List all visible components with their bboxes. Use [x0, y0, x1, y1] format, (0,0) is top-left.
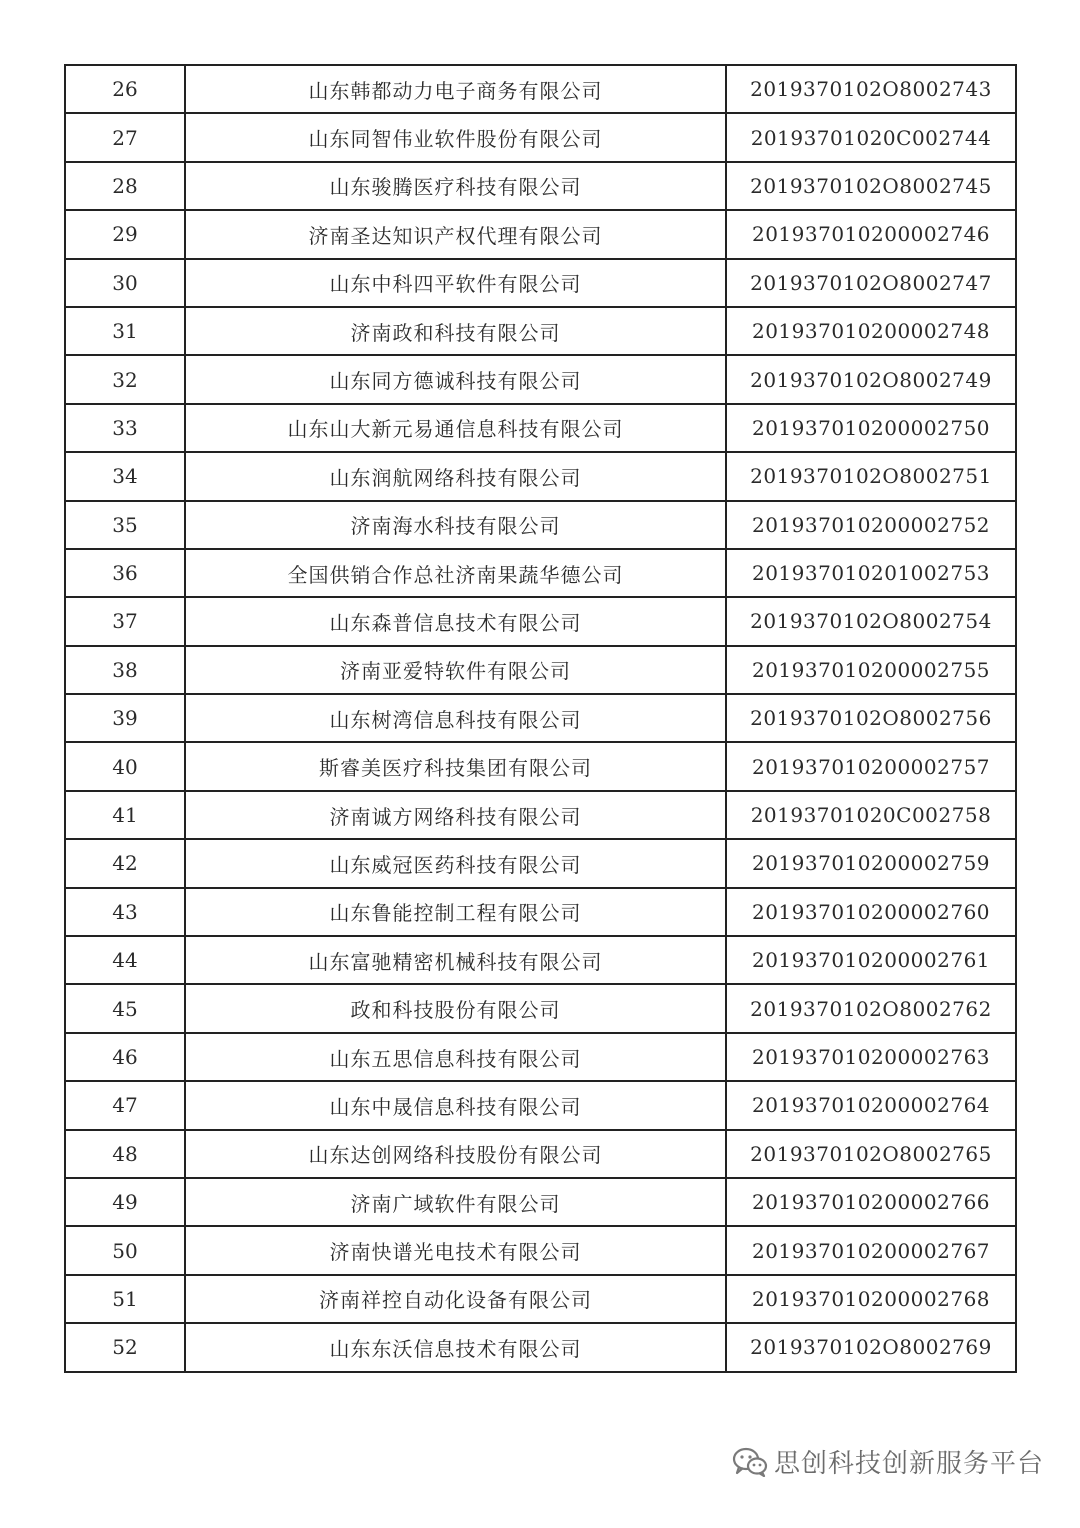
table-row [65, 452, 1016, 500]
registration-code: 201937010200002746 [726, 210, 1016, 258]
company-name: 山东达创网络科技股份有限公司 [185, 1130, 726, 1178]
row-index: 49 [65, 1178, 185, 1226]
company-list-table [64, 64, 1017, 1373]
company-name: 山东中科四平软件有限公司 [185, 259, 726, 307]
registration-code: 201937010200002766 [726, 1178, 1016, 1226]
row-index: 28 [65, 162, 185, 210]
registration-code: 201937010200002748 [726, 307, 1016, 355]
row-index: 39 [65, 694, 185, 742]
company-name: 政和科技股份有限公司 [185, 984, 726, 1032]
registration-code: 2019370102O8002765 [726, 1130, 1016, 1178]
wechat-icon [732, 1447, 768, 1477]
row-index: 26 [65, 65, 185, 113]
table-row [65, 1130, 1016, 1178]
row-index: 50 [65, 1226, 185, 1274]
row-index: 30 [65, 259, 185, 307]
row-index: 41 [65, 791, 185, 839]
company-name: 山东森普信息技术有限公司 [185, 597, 726, 645]
registration-code: 2019370102O8002747 [726, 259, 1016, 307]
table-row [65, 597, 1016, 645]
row-index: 29 [65, 210, 185, 258]
company-name: 济南海水科技有限公司 [185, 501, 726, 549]
registration-code: 201937010200002757 [726, 742, 1016, 790]
registration-code: 2019370102O8002743 [726, 65, 1016, 113]
registration-code: 20193701020C002758 [726, 791, 1016, 839]
row-index: 27 [65, 113, 185, 161]
table-row [65, 404, 1016, 452]
table-row [65, 1226, 1016, 1274]
company-name: 山东中晟信息科技有限公司 [185, 1081, 726, 1129]
company-name: 济南祥控自动化设备有限公司 [185, 1275, 726, 1323]
row-index: 40 [65, 742, 185, 790]
row-index: 36 [65, 549, 185, 597]
company-name: 济南广域软件有限公司 [185, 1178, 726, 1226]
company-name: 山东鲁能控制工程有限公司 [185, 888, 726, 936]
row-index: 46 [65, 1033, 185, 1081]
registration-code: 2019370102O8002745 [726, 162, 1016, 210]
registration-code: 2019370102O8002762 [726, 984, 1016, 1032]
row-index: 51 [65, 1275, 185, 1323]
row-index: 44 [65, 936, 185, 984]
table-body [65, 65, 1016, 1372]
table-row [65, 113, 1016, 161]
registration-code: 2019370102O8002751 [726, 452, 1016, 500]
table-row [65, 501, 1016, 549]
row-index: 37 [65, 597, 185, 645]
registration-code: 201937010201002753 [726, 549, 1016, 597]
row-index: 33 [65, 404, 185, 452]
row-index: 47 [65, 1081, 185, 1129]
row-index: 34 [65, 452, 185, 500]
row-index: 45 [65, 984, 185, 1032]
table-row [65, 936, 1016, 984]
registration-code: 201937010200002755 [726, 646, 1016, 694]
table-row [65, 742, 1016, 790]
company-name: 斯睿美医疗科技集团有限公司 [185, 742, 726, 790]
registration-code: 201937010200002760 [726, 888, 1016, 936]
company-name: 全国供销合作总社济南果蔬华德公司 [185, 549, 726, 597]
row-index: 32 [65, 355, 185, 403]
registration-code: 201937010200002767 [726, 1226, 1016, 1274]
table-row [65, 888, 1016, 936]
company-name: 山东同方德诚科技有限公司 [185, 355, 726, 403]
company-name: 济南快谱光电技术有限公司 [185, 1226, 726, 1274]
table-row [65, 162, 1016, 210]
registration-code: 2019370102O8002754 [726, 597, 1016, 645]
table-row [65, 307, 1016, 355]
watermark-text: 思创科技创新服务平台 [773, 1449, 1044, 1479]
company-name: 济南诚方网络科技有限公司 [185, 791, 726, 839]
table-row [65, 1178, 1016, 1226]
company-name: 山东骏腾医疗科技有限公司 [185, 162, 726, 210]
company-name: 山东同智伟业软件股份有限公司 [185, 113, 726, 161]
table-row [65, 1033, 1016, 1081]
registration-code: 2019370102O8002749 [726, 355, 1016, 403]
table-row [65, 984, 1016, 1032]
company-name: 山东富驰精密机械科技有限公司 [185, 936, 726, 984]
registration-code: 201937010200002752 [726, 501, 1016, 549]
table-row [65, 694, 1016, 742]
row-index: 31 [65, 307, 185, 355]
table-row [65, 1081, 1016, 1129]
registration-code: 201937010200002764 [726, 1081, 1016, 1129]
table-row [65, 839, 1016, 887]
registration-code: 201937010200002750 [726, 404, 1016, 452]
table-row [65, 791, 1016, 839]
company-name: 山东韩都动力电子商务有限公司 [185, 65, 726, 113]
company-name: 济南圣达知识产权代理有限公司 [185, 210, 726, 258]
registration-code: 201937010200002761 [726, 936, 1016, 984]
registration-code: 201937010200002763 [726, 1033, 1016, 1081]
company-name: 山东威冠医药科技有限公司 [185, 839, 726, 887]
registration-code: 201937010200002759 [726, 839, 1016, 887]
company-name: 山东山大新元易通信息科技有限公司 [185, 404, 726, 452]
company-name: 济南政和科技有限公司 [185, 307, 726, 355]
table-row [65, 1275, 1016, 1323]
company-name: 山东东沃信息技术有限公司 [185, 1323, 726, 1371]
company-name: 山东五思信息科技有限公司 [185, 1033, 726, 1081]
registration-code: 2019370102O8002769 [726, 1323, 1016, 1371]
company-name: 济南亚爱特软件有限公司 [185, 646, 726, 694]
table-row [65, 259, 1016, 307]
row-index: 43 [65, 888, 185, 936]
watermark [732, 1443, 1044, 1480]
table-row [65, 210, 1016, 258]
row-index: 48 [65, 1130, 185, 1178]
registration-code: 20193701020C002744 [726, 113, 1016, 161]
table-row [65, 549, 1016, 597]
table-row [65, 355, 1016, 403]
table-row [65, 646, 1016, 694]
registration-code: 201937010200002768 [726, 1275, 1016, 1323]
row-index: 42 [65, 839, 185, 887]
table-row [65, 1323, 1016, 1371]
row-index: 38 [65, 646, 185, 694]
table-row [65, 65, 1016, 113]
row-index: 35 [65, 501, 185, 549]
registration-code: 2019370102O8002756 [726, 694, 1016, 742]
company-name: 山东润航网络科技有限公司 [185, 452, 726, 500]
company-name: 山东树湾信息科技有限公司 [185, 694, 726, 742]
row-index: 52 [65, 1323, 185, 1371]
